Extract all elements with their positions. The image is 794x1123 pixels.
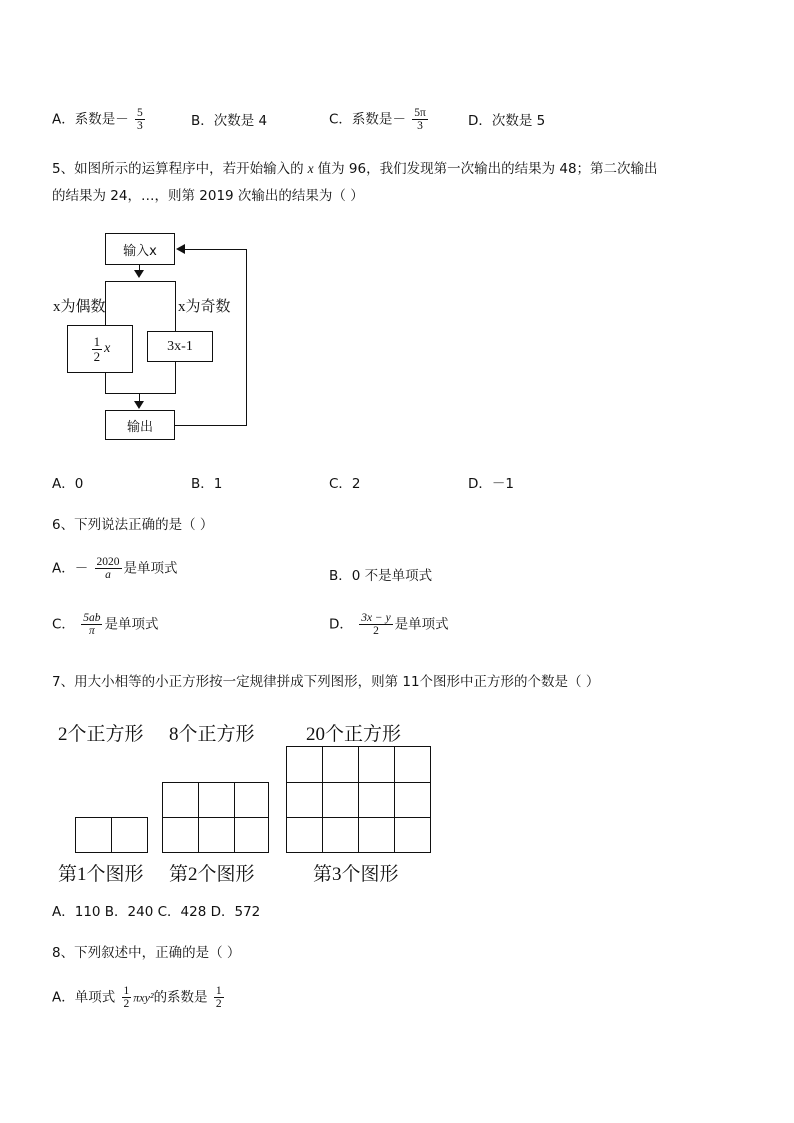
arrow-down-icon bbox=[134, 270, 144, 278]
figure-2-count-label: 8个正方形 bbox=[169, 724, 255, 745]
figure-3-count-label: 20个正方形 bbox=[306, 724, 402, 745]
fraction: $\frac{2020}{a}$ bbox=[96, 556, 120, 582]
q5-option-a: A．0 bbox=[52, 476, 84, 492]
q4-option-a: A．系数是－ $\frac{5}{3}$ bbox=[52, 107, 143, 133]
figure-1-label: 第1个图形 bbox=[58, 864, 144, 885]
flow-line bbox=[175, 425, 246, 426]
q5-stem-line2: 的结果为 24，…，则第 2019 次输出的结果为（ ） bbox=[52, 188, 364, 204]
flow-line bbox=[105, 373, 106, 393]
flow-line bbox=[175, 281, 176, 331]
fraction: $\frac{5}{3}$ bbox=[137, 107, 143, 133]
fraction: $\frac{1}{2}$ bbox=[123, 985, 130, 1011]
output-box: 输出 bbox=[105, 410, 175, 440]
arrow-down-icon bbox=[134, 401, 144, 409]
figure-1-count-label: 2个正方形 bbox=[58, 724, 144, 745]
flow-line bbox=[184, 249, 246, 250]
flow-line bbox=[105, 281, 176, 282]
q5-option-b: B．1 bbox=[191, 476, 223, 492]
q4-option-c: C．系数是－ $\frac{5\pi}{3}$ bbox=[329, 107, 426, 133]
q5-option-d: D．－1 bbox=[468, 476, 514, 492]
q8-stem: 8、下列叙述中，正确的是（ ） bbox=[52, 945, 241, 961]
flow-line bbox=[105, 393, 176, 394]
q6-option-a: A．－ $\frac{2020}{a}$ 是单项式 bbox=[52, 556, 178, 582]
square bbox=[111, 817, 148, 853]
fraction: $\frac{5ab}{\pi}$ bbox=[83, 612, 101, 638]
three-x-minus-one-box: 3x-1 bbox=[147, 331, 213, 362]
q6-stem: 6、下列说法正确的是（ ） bbox=[52, 517, 214, 533]
fraction: $\frac{5\pi}{3}$ bbox=[414, 107, 426, 133]
fraction: $\frac{1}{2}$ bbox=[215, 985, 222, 1011]
odd-condition-label: x为奇数 bbox=[178, 299, 231, 315]
q6-option-d: D． $\frac{3x - y}{2}$ 是单项式 bbox=[329, 612, 449, 638]
q7-stem: 7、用大小相等的小正方形按一定规律拼成下列图形，则第 11个图形中正方形的个数是（ ） bbox=[52, 674, 600, 690]
arrow-left-icon bbox=[176, 244, 185, 254]
even-condition-label: x为偶数 bbox=[53, 299, 106, 315]
q6-option-c: C． $\frac{5ab}{\pi}$ 是单项式 bbox=[52, 612, 159, 638]
square bbox=[75, 817, 112, 853]
flow-line bbox=[246, 249, 247, 426]
q8-option-a: A．单项式 $\frac{1}{2}$ πxy²的系数是 $\frac{1}{2}$ bbox=[52, 985, 222, 1011]
figure-3-label: 第3个图形 bbox=[313, 864, 399, 885]
q4-option-b: B．次数是 4 bbox=[191, 113, 268, 129]
fraction: $\frac{3x - y}{2}$ bbox=[361, 612, 391, 638]
q6-option-b: B．0 不是单项式 bbox=[329, 568, 433, 584]
input-box: 输入x bbox=[105, 233, 175, 265]
figure-2-label: 第2个图形 bbox=[169, 864, 255, 885]
q5-stem-line1: 5、如图所示的运算程序中，若开始输入的 x 值为 96，我们发现第一次输出的结果为 48；第二次输出 bbox=[52, 161, 658, 177]
q4-option-d: D．次数是 5 bbox=[468, 113, 546, 129]
q5-option-c: C．2 bbox=[329, 476, 361, 492]
flow-line bbox=[175, 362, 176, 393]
q7-options: A．110 B．240 C．428 D．572 bbox=[52, 904, 261, 920]
half-x-box: $\frac{1}{2}$ x bbox=[67, 325, 133, 373]
